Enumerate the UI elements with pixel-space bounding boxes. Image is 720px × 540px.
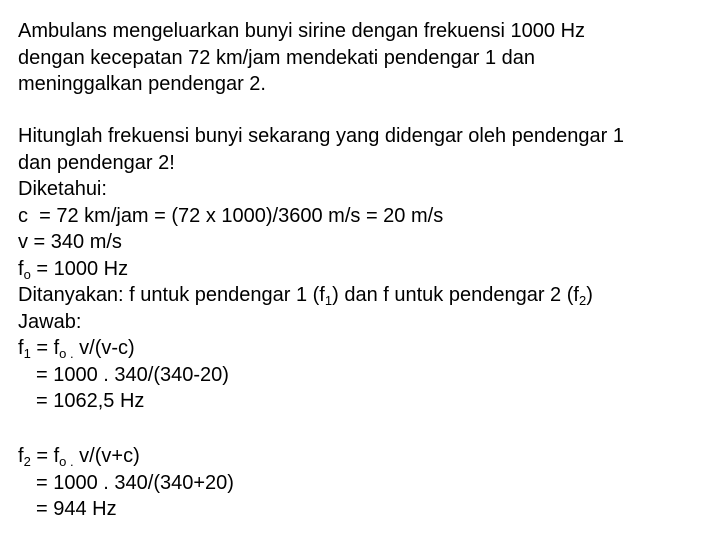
f1-subscript: 1 [23,346,31,361]
problem-line-1: Ambulans mengeluarkan bunyi sirine dengan frekuensi 1000 Hz [18,20,586,42]
f2-eq-f: = f [30,445,60,467]
problem-statement [18,18,585,98]
f2-block [18,443,234,523]
known-c-line: c = 72 km/jam = (72 x 1000)/3600 m/s = 20 m/s [18,204,444,227]
asked-line [18,282,624,309]
f1-step-1: = 1000 . 340/(340-20) [36,363,229,386]
asked-text-2: ) dan f untuk pendengar 2 (f [332,284,579,306]
solution-block [18,123,624,415]
question-line-1: Hitunglah frekuensi bunyi sekarang yang didengar oleh pendengar 1 [18,125,624,147]
f2-step-1: = 1000 . 340/(340+20) [36,471,234,494]
problem-line-3: meninggalkan pendengar 2. [18,73,266,95]
known-heading: Diketahui: [18,178,107,200]
asked-sub-2: 2 [578,293,587,308]
f1-eq-f: = f [30,337,60,359]
asked-sub-1: 1 [324,293,333,308]
f1-symbol: f [18,337,24,359]
f1-formula [18,335,624,362]
known-v-line: v = 340 m/s [18,231,122,253]
f1-eq-subscript: o . [59,346,74,361]
asked-text-3: ) [586,284,593,306]
f2-eq-subscript: o . [59,454,74,469]
known-f0-line [18,256,624,283]
f0-value: = 1000 Hz [30,257,129,280]
f2-symbol: f [18,445,24,467]
f1-result: = 1062,5 Hz [36,390,145,412]
f2-result: = 944 Hz [36,498,117,520]
f2-subscript: 2 [23,454,31,469]
question-line-2: dan pendengar 2! [18,151,175,174]
f0-symbol: f [18,257,24,280]
problem-line-2: dengan kecepatan 72 km/jam mendekati pendengar 1 dan [18,46,536,69]
asked-text-1: Ditanyakan: f untuk pendengar 1 (f [18,284,325,306]
f0-subscript: o [23,266,31,282]
f1-expression: v/(v-c) [73,337,135,359]
f2-formula [18,443,234,470]
f2-expression: v/(v+c) [73,445,140,467]
answer-heading: Jawab: [18,310,82,333]
